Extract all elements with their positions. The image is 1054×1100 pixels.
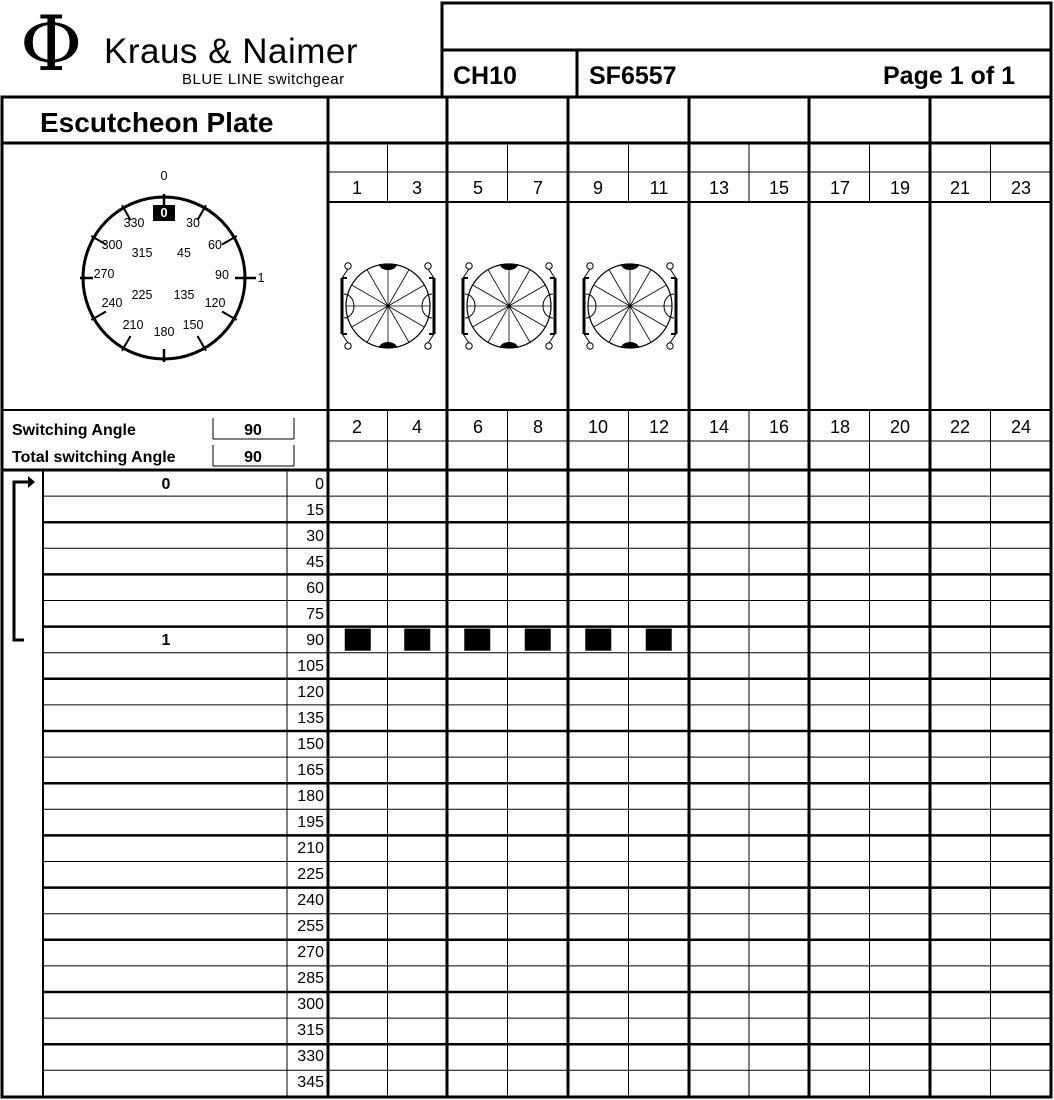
- terminal-icon: [667, 263, 673, 269]
- terminal-number-bottom: 22: [949, 417, 971, 437]
- contact-spoke: [488, 270, 509, 306]
- terminal-number-bottom: 12: [648, 417, 670, 437]
- page-indicator: Page 1 of 1: [883, 62, 1015, 90]
- terminal-number-top: 23: [1010, 178, 1032, 198]
- angle-value: 120: [297, 684, 324, 701]
- angle-value: 45: [306, 554, 324, 571]
- dial-mark: 210: [122, 318, 144, 332]
- dial-highlighted-position: 0: [153, 205, 175, 221]
- terminal-lead: [584, 269, 590, 278]
- terminal-number-bottom: 24: [1010, 417, 1032, 437]
- angle-value: 150: [297, 736, 324, 753]
- terminal-icon: [546, 263, 552, 269]
- contact-spoke: [509, 270, 530, 306]
- contact-spoke: [388, 306, 409, 342]
- angle-value: 180: [297, 788, 324, 805]
- angle-value: 0: [315, 476, 324, 493]
- terminal-number-top: 1: [351, 178, 362, 198]
- angle-value: 240: [297, 892, 324, 909]
- terminal-icon: [425, 263, 431, 269]
- switching-angle-label: Switching Angle: [12, 422, 136, 439]
- angle-value: 15: [306, 502, 324, 519]
- closed-contact-mark: [345, 629, 371, 651]
- cam-lobe-icon: [379, 264, 397, 270]
- dial-mark: 330: [123, 216, 145, 230]
- terminal-icon: [425, 343, 431, 349]
- terminal-lead: [342, 269, 348, 278]
- angle-value: 345: [297, 1074, 324, 1091]
- dial-mark: 30: [186, 216, 200, 230]
- series-code: CH10: [453, 62, 517, 90]
- angle-value: 315: [297, 1022, 324, 1039]
- terminal-lead: [549, 334, 555, 343]
- dial-mark: 225: [131, 288, 153, 302]
- terminal-number-top: 15: [768, 178, 790, 198]
- dial-mark: 150: [182, 318, 204, 332]
- dial-mark: 45: [177, 246, 191, 260]
- contact-spoke: [352, 306, 388, 327]
- terminal-number-bottom: 10: [587, 417, 609, 437]
- position-label: 1: [161, 632, 171, 649]
- brand-name: Kraus & Naimer: [104, 32, 359, 71]
- terminal-icon: [345, 343, 351, 349]
- closed-contact-mark: [585, 629, 611, 651]
- contact-spoke: [594, 306, 630, 327]
- angle-value: 210: [297, 840, 324, 857]
- dial-mark: 300: [101, 238, 123, 252]
- terminal-icon: [466, 263, 472, 269]
- contact-spoke: [473, 285, 509, 306]
- angle-value: 270: [297, 944, 324, 961]
- terminal-number-top: 7: [532, 178, 543, 198]
- angle-value: 255: [297, 918, 324, 935]
- contact-spoke: [509, 285, 545, 306]
- contact-spoke: [594, 285, 630, 306]
- dial-mark: 270: [93, 267, 115, 281]
- closed-contact-mark: [404, 629, 430, 651]
- terminal-number-top: 9: [592, 178, 603, 198]
- terminal-number-bottom: 14: [708, 417, 730, 437]
- angle-value: 90: [306, 632, 324, 649]
- terminal-lead: [549, 269, 555, 278]
- terminal-icon: [345, 263, 351, 269]
- terminal-lead: [342, 334, 348, 343]
- angle-value: 135: [297, 710, 324, 727]
- angle-value: 75: [306, 606, 324, 623]
- terminal-icon: [587, 263, 593, 269]
- angle-value: 30: [306, 528, 324, 545]
- terminal-lead: [463, 334, 469, 343]
- brand-logo-icon: Φ: [20, 0, 83, 88]
- total-switching-angle-value: 90: [244, 449, 262, 466]
- dial-mark: 180: [153, 325, 175, 339]
- angle-value: 225: [297, 866, 324, 883]
- dial-mark: 60: [208, 238, 222, 252]
- angle-value: 105: [297, 658, 324, 675]
- contact-spoke: [488, 306, 509, 342]
- terminal-number-bottom: 4: [411, 417, 422, 437]
- angle-value: 330: [297, 1048, 324, 1065]
- terminal-icon: [587, 343, 593, 349]
- cam-lobe-icon: [379, 342, 397, 348]
- closed-contact-mark: [646, 629, 672, 651]
- closed-contact-mark: [525, 629, 551, 651]
- dial-mark: 135: [173, 288, 195, 302]
- dial-mark: 120: [204, 296, 226, 310]
- cam-lobe-icon: [500, 264, 518, 270]
- contact-spoke: [367, 270, 388, 306]
- total-switching-angle-label: Total switching Angle: [12, 449, 176, 466]
- switching-angle-value: 90: [244, 422, 262, 439]
- terminal-number-bottom: 20: [889, 417, 911, 437]
- terminal-number-top: 21: [949, 178, 971, 198]
- brand-tagline: BLUE LINE switchgear: [182, 71, 345, 88]
- cam-lobe-icon: [621, 264, 639, 270]
- contact-spoke: [509, 306, 545, 327]
- dial-mark: 315: [131, 246, 153, 260]
- terminal-icon: [546, 343, 552, 349]
- contact-spoke: [367, 306, 388, 342]
- terminal-number-top: 13: [708, 178, 730, 198]
- dial-right-label: 1: [257, 271, 265, 285]
- terminal-number-bottom: 16: [768, 417, 790, 437]
- angle-value: 195: [297, 814, 324, 831]
- terminal-number-top: 5: [472, 178, 483, 198]
- terminal-number-top: 17: [829, 178, 851, 198]
- sheet-frame: [2, 97, 1051, 1097]
- angle-value: 300: [297, 996, 324, 1013]
- terminal-number-bottom: 18: [829, 417, 851, 437]
- contact-spoke: [388, 285, 424, 306]
- article-number: SF6557: [589, 62, 677, 90]
- terminal-number-top: 19: [889, 178, 911, 198]
- cam-lobe-icon: [500, 342, 518, 348]
- cam-lobe-icon: [621, 342, 639, 348]
- terminal-number-top: 3: [411, 178, 422, 198]
- terminal-number-bottom: 6: [472, 417, 483, 437]
- terminal-number-bottom: 8: [532, 417, 543, 437]
- terminal-lead: [463, 269, 469, 278]
- bracket-arrow-icon: [28, 476, 35, 488]
- dial-top-label: 0: [160, 169, 168, 183]
- terminal-lead: [584, 334, 590, 343]
- angle-value: 165: [297, 762, 324, 779]
- contact-spoke: [473, 306, 509, 327]
- terminal-lead: [670, 269, 676, 278]
- contact-spoke: [388, 270, 409, 306]
- angle-value: 285: [297, 970, 324, 987]
- contact-spoke: [630, 285, 666, 306]
- position-label: 0: [161, 476, 171, 493]
- contact-spoke: [352, 285, 388, 306]
- terminal-icon: [667, 343, 673, 349]
- position-bracket: [14, 482, 28, 640]
- terminal-lead: [428, 334, 434, 343]
- contact-spoke: [630, 306, 651, 342]
- closed-contact-mark: [464, 629, 490, 651]
- contact-spoke: [630, 306, 666, 327]
- dial-mark: 240: [101, 296, 123, 310]
- terminal-lead: [428, 269, 434, 278]
- terminal-lead: [670, 334, 676, 343]
- terminal-icon: [466, 343, 472, 349]
- terminal-number-bottom: 2: [351, 417, 362, 437]
- contact-spoke: [609, 306, 630, 342]
- section-title: Escutcheon Plate: [40, 107, 274, 138]
- dial-mark: 90: [215, 268, 229, 282]
- contact-spoke: [630, 270, 651, 306]
- contact-spoke: [609, 270, 630, 306]
- angle-value: 60: [306, 580, 324, 597]
- contact-spoke: [509, 306, 530, 342]
- terminal-number-top: 11: [649, 178, 669, 198]
- contact-spoke: [388, 306, 424, 327]
